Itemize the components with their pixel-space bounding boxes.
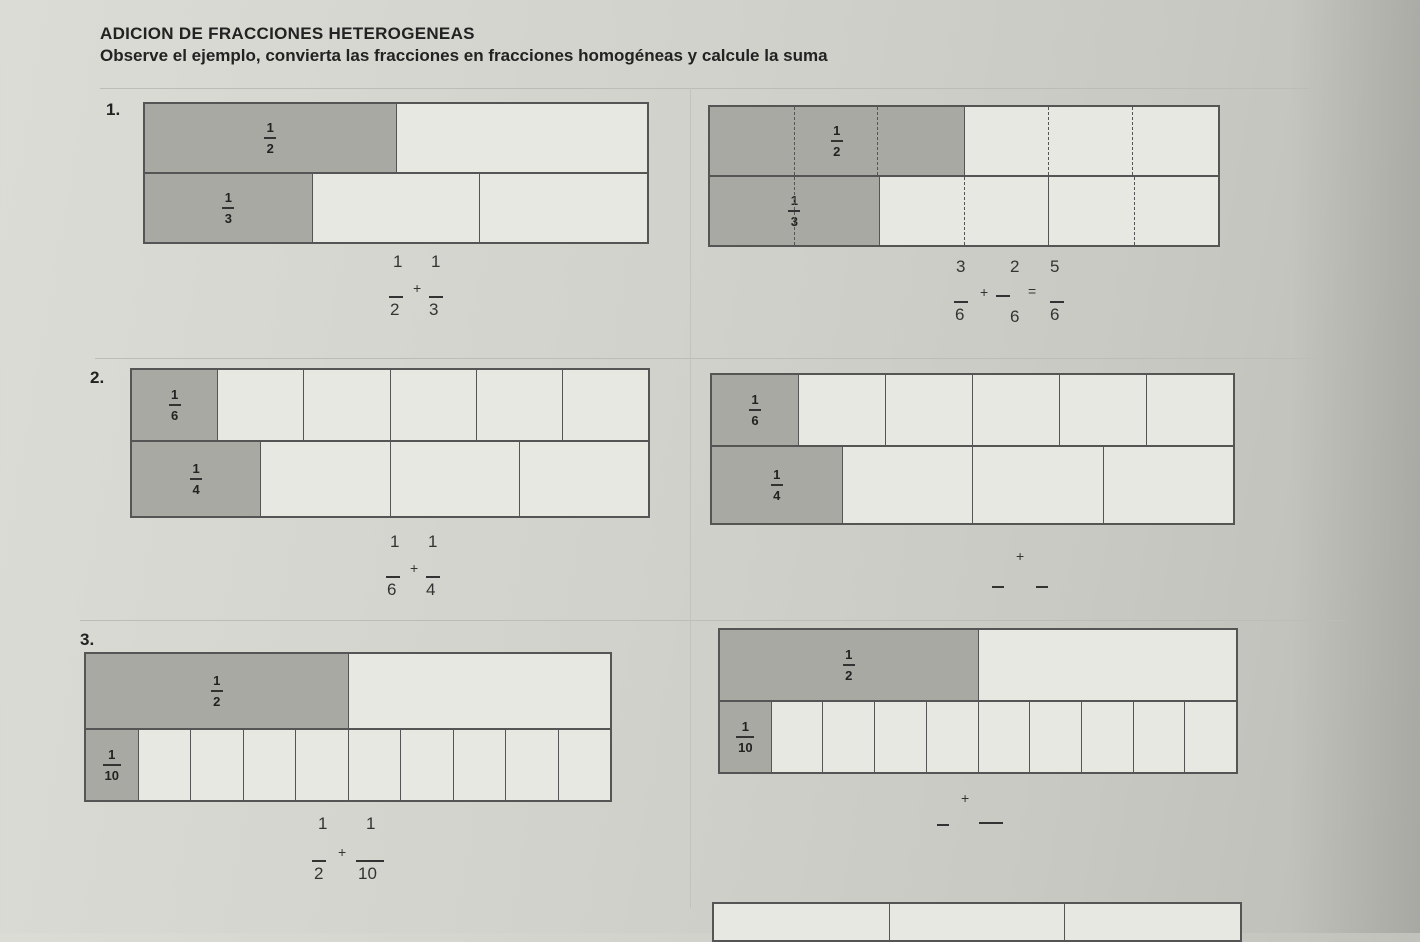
fraction-strip-thirds	[143, 174, 649, 244]
strip-cell	[401, 730, 454, 800]
strip-cell	[965, 107, 1219, 175]
strip-cell	[712, 447, 843, 523]
strip-cell	[480, 174, 647, 242]
strip-cell	[823, 702, 875, 772]
fraction-label: $\frac{1}{4}$	[771, 468, 783, 502]
fraction-strip-sixths	[710, 373, 1235, 447]
strip-cell	[890, 904, 1066, 940]
strip-cell	[1065, 904, 1240, 940]
fraction-label: $\frac{1}{2}$	[264, 121, 276, 155]
strip-cell	[563, 370, 648, 440]
strip-cell	[1147, 375, 1233, 445]
strip-cell	[1030, 702, 1082, 772]
strip-cell	[191, 730, 244, 800]
strip-cell	[1134, 702, 1186, 772]
fraction-label: $\frac{1}{2}$	[831, 124, 843, 158]
fraction-strip-fourths	[130, 442, 650, 518]
fraction-strip-tenths	[718, 702, 1238, 774]
strip-cell	[973, 447, 1104, 523]
fraction-label: $\frac{1}{10}$	[738, 719, 753, 755]
strip-cell	[880, 177, 1050, 245]
strip-cell	[559, 730, 611, 800]
strip-cell	[244, 730, 297, 800]
strip-cell	[1049, 177, 1218, 245]
strip-cell	[710, 107, 965, 175]
strip-cell	[772, 702, 824, 772]
strip-cell	[979, 630, 1237, 700]
strip-cell	[886, 375, 973, 445]
strip-cell	[261, 442, 390, 516]
strip-cell	[799, 375, 886, 445]
strip-cell	[218, 370, 304, 440]
fraction-label: $\frac{1}{2}$	[211, 674, 223, 708]
strip-cell	[391, 370, 477, 440]
sum-expression: 1 1 + 2 10	[310, 814, 400, 894]
sum-blank[interactable]: +	[990, 548, 1060, 598]
sum-expression: 1 1 + 6 4	[382, 532, 462, 607]
divider	[80, 620, 1345, 621]
strip-cell	[145, 104, 397, 172]
fraction-strip-sixths	[130, 368, 650, 442]
divider	[690, 88, 691, 908]
strip-cell	[973, 375, 1060, 445]
strip-cell	[296, 730, 349, 800]
strip-cell	[139, 730, 192, 800]
strip-cell	[304, 370, 390, 440]
page-title: ADICION DE FRACCIONES HETEROGENEAS	[100, 24, 475, 43]
strip-cell	[843, 447, 974, 523]
sum-blank[interactable]: +	[935, 790, 1015, 840]
fraction-label: $\frac{1}{6}$	[169, 388, 181, 422]
divider	[100, 88, 1310, 89]
instruction-text: Observe el ejemplo, convierta las fracciones en fracciones homogéneas y calcule la suma	[100, 46, 828, 65]
strip-cell	[520, 442, 648, 516]
strip-cell	[477, 370, 563, 440]
strip-cell	[397, 104, 648, 172]
strip-cell	[714, 904, 890, 940]
exercise-label: 1.	[106, 100, 121, 119]
fraction-label: $\frac{1}{6}$	[749, 393, 761, 427]
fraction-strip-halves	[143, 102, 649, 174]
exercise-label: 3.	[80, 630, 95, 649]
fraction-strip-sixths-halves	[708, 105, 1220, 177]
strip-cell	[1082, 702, 1134, 772]
strip-cell	[86, 730, 139, 800]
sum-expression: 1 1 + 2 3	[385, 252, 465, 327]
strip-cell	[875, 702, 927, 772]
strip-cell	[1185, 702, 1236, 772]
strip-cell	[86, 654, 349, 728]
strip-cell	[145, 174, 313, 242]
strip-cell	[132, 442, 261, 516]
fraction-strip-partial	[712, 902, 1242, 942]
strip-cell	[720, 630, 979, 700]
fraction-strip-fourths	[710, 447, 1235, 525]
fraction-label: $\frac{1}{10}$	[104, 747, 119, 783]
page-shadow	[1290, 0, 1420, 933]
fraction-label: $\frac{1}{2}$	[843, 648, 855, 682]
exercise-label: 2.	[90, 368, 105, 387]
sum-expression-result: 3 2 5 + = 6 6 6	[950, 257, 1080, 332]
strip-cell	[1060, 375, 1147, 445]
strip-cell	[712, 375, 799, 445]
strip-cell	[506, 730, 559, 800]
strip-cell	[720, 702, 772, 772]
strip-cell	[132, 370, 218, 440]
strip-cell	[454, 730, 507, 800]
strip-cell	[927, 702, 979, 772]
fraction-strip-tenths	[84, 730, 612, 802]
strip-cell	[710, 177, 880, 245]
fraction-strip-halves	[84, 652, 612, 730]
strip-cell	[391, 442, 520, 516]
divider	[95, 358, 1335, 359]
fraction-label: $\frac{1}{3}$	[788, 194, 800, 228]
strip-cell	[349, 654, 611, 728]
strip-cell	[349, 730, 402, 800]
fraction-label: $\frac{1}{4}$	[190, 462, 202, 496]
strip-cell	[979, 702, 1031, 772]
fraction-strip-sixths-thirds	[708, 177, 1220, 247]
strip-cell	[313, 174, 481, 242]
fraction-label: $\frac{1}{3}$	[222, 191, 234, 225]
fraction-strip-halves	[718, 628, 1238, 702]
strip-cell	[1104, 447, 1234, 523]
